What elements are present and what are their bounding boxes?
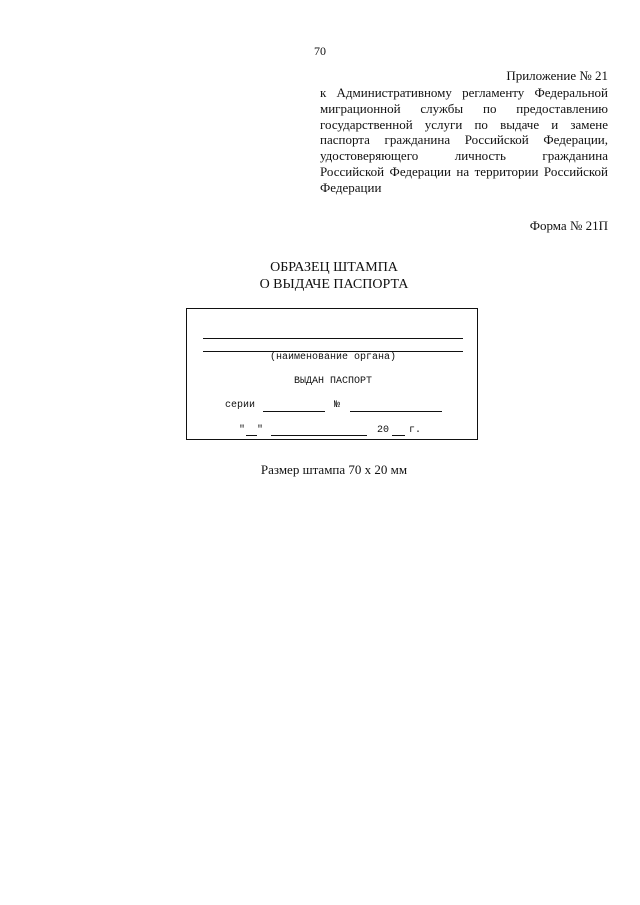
passport-issued-label: ВЫДАН ПАСПОРТ — [293, 376, 372, 387]
number-label: № — [334, 400, 341, 411]
year-suffix: г. — [409, 425, 422, 436]
day-blank — [246, 435, 257, 436]
stamp-sample — [186, 308, 478, 440]
document-title-line-2: О ВЫДАЧЕ ПАСПОРТА — [259, 277, 409, 292]
form-number: Форма № 21П — [529, 218, 608, 233]
appendix-title: Приложение № 21 — [506, 68, 608, 83]
organ-name-line-1 — [203, 338, 463, 339]
date-quote-close: " — [257, 425, 264, 436]
organ-name-caption: (наименование органа) — [269, 352, 397, 363]
month-blank — [271, 435, 367, 436]
appendix-body: к Административному регламенту Федеральной миграционной службы по предоставлению государственной услуги по выдаче и замене паспорта гражданина Российской Федерации, удостоверяющего личность гражданина Российской Федерации на территории Российской Федерации — [320, 85, 608, 195]
document-title — [0, 259, 640, 293]
series-blank — [263, 411, 325, 412]
document-title-line-1: ОБРАЗЕЦ ШТАМПА — [270, 260, 398, 275]
page-number: 70 — [314, 44, 326, 58]
series-label: серии — [225, 400, 256, 411]
year-prefix: 20 — [377, 425, 390, 436]
date-quote-open: " — [239, 425, 246, 436]
number-blank — [350, 411, 442, 412]
stamp-size-note: Размер штампа 70 х 20 мм — [260, 462, 408, 477]
year-blank — [392, 435, 405, 436]
